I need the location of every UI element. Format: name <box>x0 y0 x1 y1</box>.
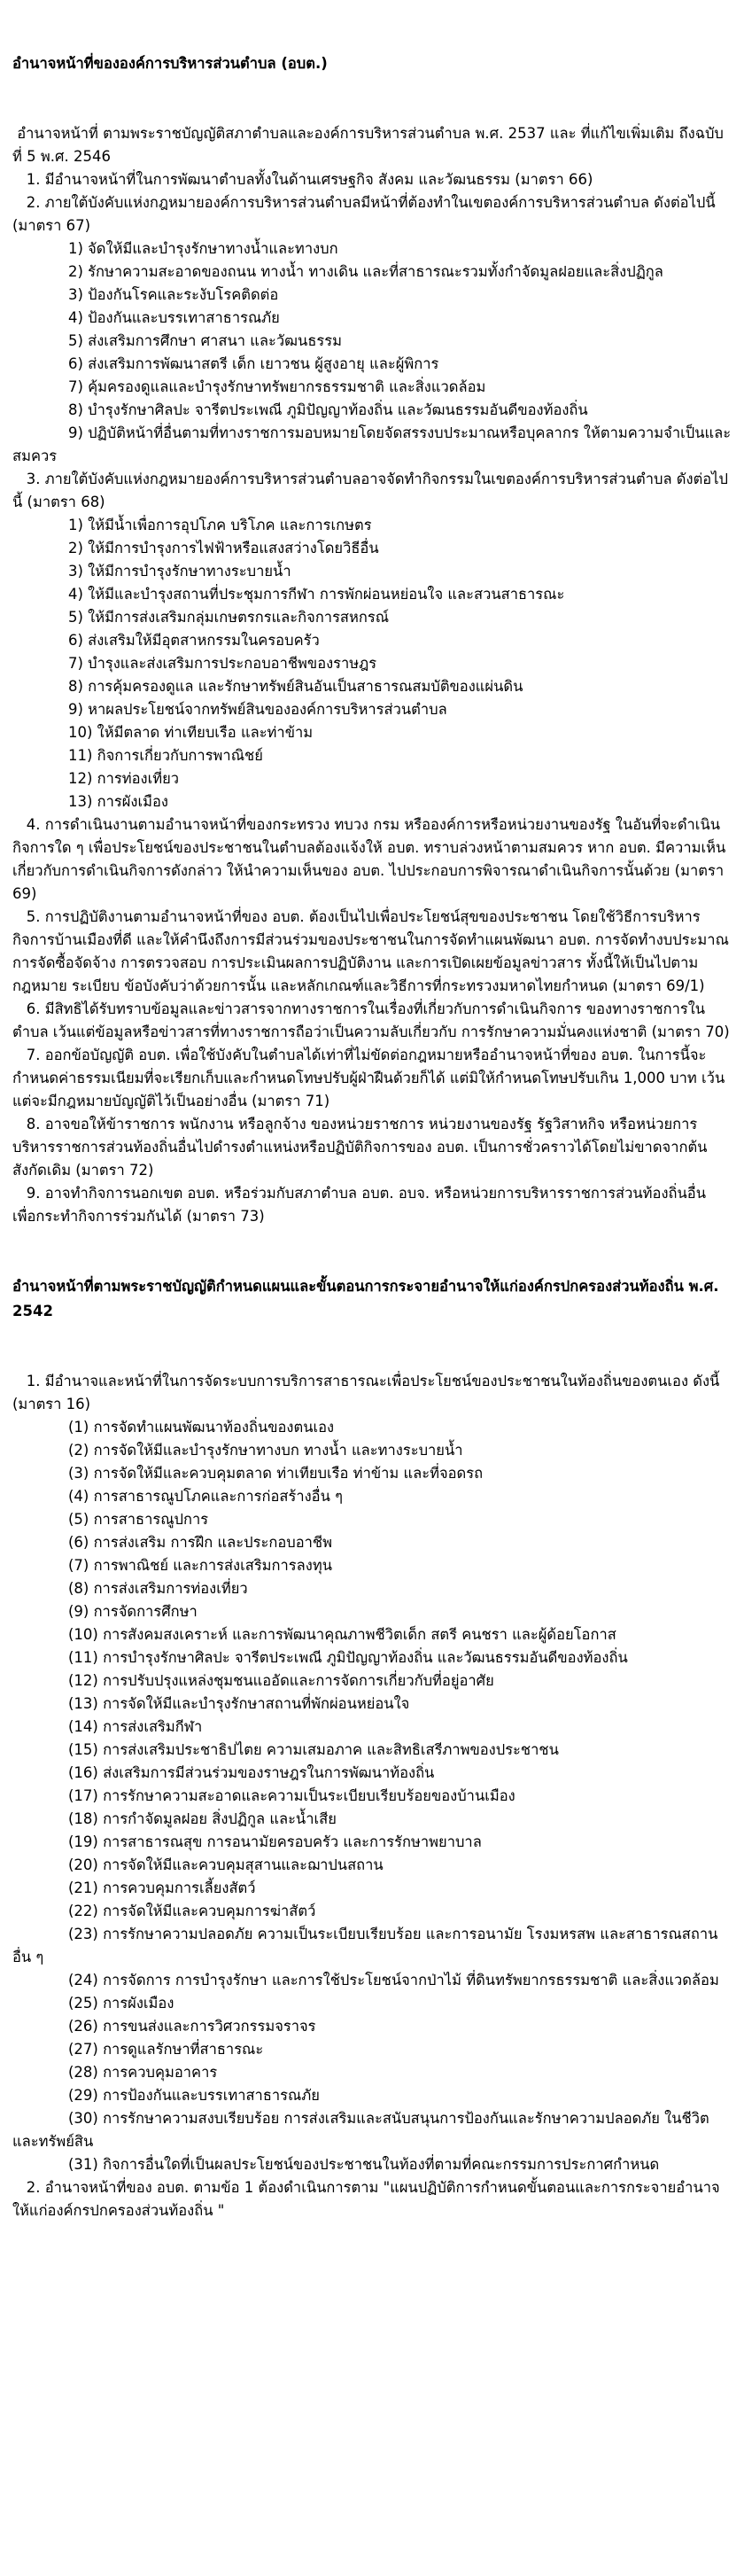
paragraph-line: (5) การสาธารณูปการ <box>12 1511 209 1528</box>
paragraph-line: (13) การจัดให้มีและบำรุงรักษาสถานที่พักผ่อนหย่อนใจ <box>12 1695 410 1712</box>
paragraph-line: (22) การจัดให้มีและควบคุมการฆ่าสัตว์ <box>12 1903 316 1919</box>
paragraph-line: 12) การท่องเที่ยว <box>12 770 180 787</box>
paragraph-line: (28) การควบคุมอาคาร <box>12 2064 218 2081</box>
paragraph-line: 1) จัดให้มีและบำรุงรักษาทางน้ำและทางบก <box>12 240 338 257</box>
paragraph-line: (15) การส่งเสริมประชาธิปไตย ความเสมอภาค และสิทธิเสรีภาพของประชาชน <box>12 1741 559 1758</box>
section-tao-authority <box>12 122 732 1228</box>
paragraph-line: 3) ให้มีการบำรุงรักษาทางระบายน้ำ <box>12 563 291 580</box>
paragraph-line: (19) การสาธารณสุข การอนามัยครอบครัว และการรักษาพยาบาล <box>12 1833 482 1850</box>
paragraph-line: (29) การป้องกันและบรรเทาสาธารณภัย <box>12 2087 320 2104</box>
paragraph-line: 1. มีอำนาจหน้าที่ในการพัฒนาตำบลทั้งในด้านเศรษฐกิจ สังคม และวัฒนธรรม (มาตรา 66) <box>12 171 593 188</box>
paragraph-line: 4) ป้องกันและบรรเทาสาธารณภัย <box>12 309 280 326</box>
paragraph-line: 4) ให้มีและบำรุงสถานที่ประชุมการกีฬา การพักผ่อนหย่อนใจ และสวนสาธารณะ <box>12 586 565 603</box>
section-title-tao-authority: อำนาจหน้าที่ขององค์การบริหารส่วนตำบล (อบต.) <box>12 55 328 72</box>
paragraph-line: (7) การพาณิชย์ และการส่งเสริมการลงทุน <box>12 1557 332 1574</box>
paragraph-line: 8. อาจขอให้ข้าราชการ พนักงาน หรือลูกจ้าง ของหน่วยราชการ หน่วยงานของรัฐ รัฐวิสาหกิจ หรือหน่วยการบริหารราชการส่วนท้องถิ่นอื่นไปดำรงตำแหน่งหรือปฏิบัติกิจการของ อบต. เป็นการชั่วคราวได้โดยไม่ขาดจากต้นสังกัดเดิม (มาตรา 72) <box>12 1116 708 1179</box>
paragraph-line: 7. ออกข้อบัญญัติ อบต. เพื่อใช้บังคับในตำบลได้เท่าที่ไม่ขัดต่อกฎหมายหรืออำนาจหน้าที่ของ อบต. ในการนี้จะกำหนดค่าธรรมเนียมที่จะเรียกเก็บและกำหนดโทษปรับผู้ฝ่าฝืนด้วยก็ได้ แต่มิให้กำหนดโทษปรับเกิน 1,000 บาท เว้นแต่จะมีกฎหมายบัญญัติไว้เป็นอย่างอื่น (มาตรา 71) <box>12 1047 725 1109</box>
paragraph-line: (20) การจัดให้มีและควบคุมสุสานและฌาปนสถาน <box>12 1856 384 1873</box>
paragraph-line: (14) การส่งเสริมกีฬา <box>12 1718 203 1735</box>
paragraph-line: 9) หาผลประโยชน์จากทรัพย์สินขององค์การบริหารส่วนตำบล <box>12 701 447 718</box>
paragraph-line: 8) การคุ้มครองดูแล และรักษาทรัพย์สินอันเป็นสาธารณสมบัติของแผ่นดิน <box>12 678 523 695</box>
paragraph-line: (11) การบำรุงรักษาศิลปะ จารีตประเพณี ภูมิปัญญาท้องถิ่น และวัฒนธรรมอันดีของท้องถิ่น <box>12 1649 628 1666</box>
paragraph-line: (3) การจัดให้มีและควบคุมตลาด ท่าเทียบเรือ ท่าข้าม และที่จอดรถ <box>12 1465 484 1482</box>
paragraph-line: (4) การสาธารณูปโภคและการก่อสร้างอื่น ๆ <box>12 1488 343 1505</box>
paragraph-line: 9) ปฏิบัติหน้าที่อื่นตามที่ทางราชการมอบหมายโดยจัดสรรงบประมาณหรือบุคลากร ให้ตามความจำเป็นและสมควร <box>12 424 732 464</box>
paragraph-line: 2. อำนาจหน้าที่ของ อบต. ตามข้อ 1 ต้องดำเนินการตาม "แผนปฏิบัติการกำหนดขั้นตอนและการกระจายอำนาจให้แก่องค์กรปกครองส่วนท้องถิ่น " <box>12 2179 720 2219</box>
paragraph-line: (9) การจัดการศึกษา <box>12 1603 198 1620</box>
paragraph-line: 1. มีอำนาจและหน้าที่ในการจัดระบบการบริการสาธารณะเพื่อประโยชน์ของประชาชนในท้องถิ่นของตนเอง ดังนี้ (มาตรา 16) <box>12 1373 725 1413</box>
paragraph-line: (25) การผังเมือง <box>12 1995 174 2012</box>
paragraph-line: (23) การรักษาความปลอดภัย ความเป็นระเบียบเรียบร้อย และการอนามัย โรงมหรสพ และสาธารณสถานอื่น ๆ <box>12 1926 718 1965</box>
paragraph-line: 5) ส่งเสริมการศึกษา ศาสนา และวัฒนธรรม <box>12 332 343 349</box>
paragraph-line: 10) ให้มีตลาด ท่าเทียบเรือ และท่าข้าม <box>12 724 314 741</box>
paragraph-line: 2) รักษาความสะอาดของถนน ทางน้ำ ทางเดิน และที่สาธารณะรวมทั้งกำจัดมูลฝอยและสิ่งปฏิกูล <box>12 263 663 280</box>
paragraph-line: 5) ให้มีการส่งเสริมกลุ่มเกษตรกรและกิจการสหกรณ์ <box>12 609 390 626</box>
paragraph-line: 6) ส่งเสริมการพัฒนาสตรี เด็ก เยาวชน ผู้สูงอายุ และผู้พิการ <box>12 355 439 372</box>
paragraph-line: 3. ภายใต้บังคับแห่งกฎหมายองค์การบริหารส่วนตำบลอาจจัดทำกิจกรรมในเขตองค์การบริหารส่วนตำบล ดังต่อไปนี้ (มาตรา 68) <box>12 471 728 510</box>
paragraph-line: (27) การดูแลรักษาที่สาธารณะ <box>12 2041 264 2058</box>
section-decentralization-act <box>12 1370 732 2222</box>
paragraph-line: 7) คุ้มครองดูแลและบำรุงรักษาทรัพยากรธรรมชาติ และสิ่งแวดล้อม <box>12 378 486 395</box>
paragraph-line: (1) การจัดทำแผนพัฒนาท้องถิ่นของตนเอง <box>12 1419 335 1436</box>
paragraph-line: 1) ให้มีน้ำเพื่อการอุปโภค บริโภค และการเกษตร <box>12 517 372 533</box>
paragraph-line: 4. การดำเนินงานตามอำนาจหน้าที่ของกระทรวง ทบวง กรม หรือองค์การหรือหน่วยงานของรัฐ ในอันที่จะดำเนินกิจการใด ๆ เพื่อประโยชน์ของประชาชนในตำบลต้องแจ้งให้ อบต. ทราบล่วงหน้าตามสมควร หาก อบต. มีความเห็นเกี่ยวกับการดำเนินกิจการดังกล่าว ให้นำความเห็นของ อบต. ไปประกอบการพิจารณาดำเนินกิจการนั้นด้วย (มาตรา 69) <box>12 816 729 902</box>
paragraph-line: 6. มีสิทธิได้รับทราบข้อมูลและข่าวสารจากทางราชการในเรื่องที่เกี่ยวกับการดำเนินกิจการ ของทางราชการในตำบล เว้นแต่ข้อมูลหรือข่าวสารที่ทางราชการถือว่าเป็นความลับเกี่ยวกับ การรักษาความมั่นคงแห่งชาติ (มาตรา 70) <box>12 1000 730 1040</box>
paragraph-line: 2. ภายใต้บังคับแห่งกฎหมายองค์การบริหารส่วนตำบลมีหน้าที่ต้องทำในเขตองค์การบริหารส่วนตำบล ดังต่อไปนี้ (มาตรา 67) <box>12 194 720 234</box>
paragraph-line: อำนาจหน้าที่ ตามพระราชบัญญัติสภาตำบลและองค์การบริหารส่วนตำบล พ.ศ. 2537 และ ที่แก้ไขเพิ่มเติม ถึงฉบับที่ 5 พ.ศ. 2546 <box>12 125 724 165</box>
paragraph-line: 8) บำรุงรักษาศิลปะ จารีตประเพณี ภูมิปัญญาท้องถิ่น และวัฒนธรรมอันดีของท้องถิ่น <box>12 401 588 418</box>
paragraph-line: 6) ส่งเสริมให้มีอุตสาหกรรมในครอบครัว <box>12 632 320 649</box>
paragraph-line: 5. การปฏิบัติงานตามอำนาจหน้าที่ของ อบต. ต้องเป็นไปเพื่อประโยชน์สุขของประชาชน โดยใช้วิธีการบริหารกิจการบ้านเมืองที่ดี และให้คำนึงถึงการมีส่วนร่วมของประชาชนในการจัดทำแผนพัฒนา อบต. การจัดทำงบประมาณ การจัดซื้อจัดจ้าง การตรวจสอบ การประเมินผลการปฏิบัติงาน และการเปิดเผยข้อมูลข่าวสาร ทั้งนี้ให้เป็นไปตามกฎหมาย ระเบียบ ข้อบังคับว่าด้วยการนั้น และหลักเกณฑ์และวิธีการที่กระทรวงมหาดไทยกำหนด (มาตรา 69/1) <box>12 908 734 994</box>
paragraph-line: (18) การกำจัดมูลฝอย สิ่งปฏิกูล และน้ำเสีย <box>12 1810 337 1827</box>
paragraph-line: (31) กิจการอื่นใดที่เป็นผลประโยชน์ของประชาชนในท้องที่ตามที่คณะกรรมการประกาศกำหนด <box>12 2156 660 2173</box>
paragraph-line: 13) การผังเมือง <box>12 793 168 810</box>
paragraph-line: 9. อาจทำกิจการนอกเขต อบต. หรือร่วมกับสภาตำบล อบต. อบจ. หรือหน่วยการบริหารราชการส่วนท้องถิ่นอื่น เพื่อกระทำกิจการร่วมกันได้ (มาตรา 73) <box>12 1185 711 1225</box>
paragraph-line: (26) การขนส่งและการวิศวกรรมจราจร <box>12 2018 316 2035</box>
paragraph-line: (10) การสังคมสงเคราะห์ และการพัฒนาคุณภาพชีวิตเด็ก สตรี คนชรา และผู้ด้อยโอกาส <box>12 1626 616 1643</box>
paragraph-line: (21) การควบคุมการเลี้ยงสัตว์ <box>12 1879 256 1896</box>
paragraph-line: 2) ให้มีการบำรุงการไฟฟ้าหรือแสงสว่างโดยวิธีอื่น <box>12 540 379 556</box>
paragraph-line: (2) การจัดให้มีและบำรุงรักษาทางบก ทางน้ำ และทางระบายน้ำ <box>12 1442 463 1459</box>
paragraph-line: 11) กิจการเกี่ยวกับการพาณิชย์ <box>12 747 263 764</box>
paragraph-line: (24) การจัดการ การบำรุงรักษา และการใช้ประโยชน์จากป่าไม้ ที่ดินทรัพยากรธรรมชาติ และสิ่งแวดล้อม <box>12 1972 719 1988</box>
paragraph-line: (8) การส่งเสริมการท่องเที่ยว <box>12 1580 248 1597</box>
paragraph-line: 3) ป้องกันโรคและระงับโรคติดต่อ <box>12 286 279 303</box>
paragraph-line: (6) การส่งเสริม การฝึก และประกอบอาชีพ <box>12 1534 332 1551</box>
paragraph-line: (16) ส่งเสริมการมีส่วนร่วมของราษฎรในการพัฒนาท้องถิ่น <box>12 1764 435 1781</box>
paragraph-line: (17) การรักษาความสะอาดและความเป็นระเบียบเรียบร้อยของบ้านเมือง <box>12 1787 515 1804</box>
paragraph-line: 7) บำรุงและส่งเสริมการประกอบอาชีพของราษฎร <box>12 655 377 672</box>
paragraph-line: (30) การรักษาความสงบเรียบร้อย การส่งเสริมและสนับสนุนการป้องกันและรักษาความปลอดภัย ในชีวิตและทรัพย์สิน <box>12 2110 709 2150</box>
section-title-decentralization-act: อำนาจหน้าที่ตามพระราชบัญญัติกำหนดแผนและขั้นตอนการกระจายอำนาจให้แก่องค์กรปกครองส่วนท้องถิ่น พ.ศ. 2542 <box>12 1278 725 1319</box>
paragraph-line: (12) การปรับปรุงแหล่งชุมชนแออัดและการจัดการเกี่ยวกับที่อยู่อาศัย <box>12 1672 494 1689</box>
